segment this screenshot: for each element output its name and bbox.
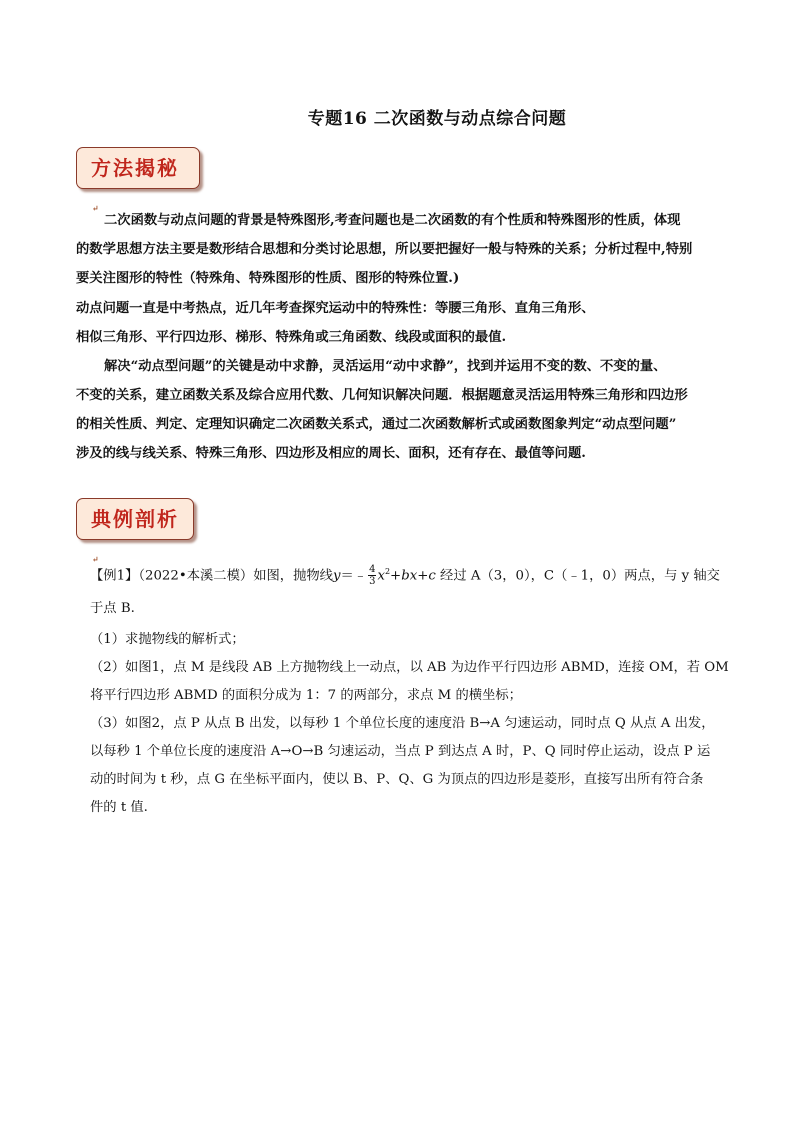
question-3-line-3: 动的时间为 t 秒，点 G 在坐标平面内，使以 B、P、Q、G 为顶点的四边形是菱形，直接写出所有符合条 bbox=[90, 772, 704, 787]
question-3-line-1: （3）如图2，点 P 从点 B 出发，以每秒 1 个单位长度的速度沿 B→A 匀速运动，同时点 Q 从点 A 出发， bbox=[90, 716, 715, 731]
page-title: 专题16 二次函数与动点综合问题 bbox=[307, 109, 567, 129]
text-line: 二次函数与动点问题的背景是特殊图形,考查问题也是二次函数的有个性质和特殊图形的性质，体现 bbox=[104, 213, 681, 228]
text-line: 涉及的线与线关系、特殊三角形、四边形及相应的周长、面积，还有存在、最值等问题. bbox=[76, 446, 586, 461]
fraction-numerator: 4 bbox=[369, 564, 376, 576]
example-stem-line-2 bbox=[90, 595, 730, 623]
equation-x: x bbox=[377, 568, 385, 584]
section-banner-method bbox=[76, 147, 200, 213]
question-3-line-2: 以每秒 1 个单位长度的速度沿 A→O→B 匀速运动，当点 P 到达点 A 时，P、Q 同时停止运动，设点 P 运 bbox=[90, 744, 711, 759]
section-banner-example bbox=[76, 498, 194, 564]
equation-equals: ＝﹣ bbox=[340, 568, 368, 584]
paragraph-mark-icon: ↵ bbox=[92, 203, 101, 213]
equation-rest: +bx+c bbox=[390, 568, 436, 584]
intro-paragraph-3 bbox=[76, 352, 726, 468]
intro-paragraph-1 bbox=[76, 206, 726, 293]
intro-paragraph-2 bbox=[76, 294, 726, 352]
text-line: 的数学思想方法主要是数形结合思想和分类讨论思想，所以要把握好一般与特殊的关系；分析过程中,特别 bbox=[76, 242, 693, 257]
stem-text-post: 经过 A（3，0），C（﹣1，0）两点，与 y 轴交 bbox=[435, 568, 720, 584]
fraction bbox=[368, 564, 376, 587]
fraction-denominator: 3 bbox=[369, 576, 376, 588]
equation-exponent: 2 bbox=[384, 567, 391, 576]
question-1: （1）求抛物线的解析式； bbox=[90, 632, 245, 647]
text-line: 于点 B. bbox=[90, 601, 135, 616]
text-line: 的相关性质、判定、定理知识确定二次函数关系式，通过二次函数解析式或函数图象判定“动点型问题” bbox=[76, 417, 677, 432]
question-2-line-1: （2）如图1，点 M 是线段 AB 上方抛物线上一动点，以 AB 为边作平行四边形 ABMD，连接 OM，若 OM bbox=[90, 660, 729, 675]
question-3-line-4: 件的 t 值. bbox=[90, 800, 148, 815]
text-line: 动点问题一直是中考热点，近几年考查探究运动中的特殊性：等腰三角形、直角三角形、 bbox=[76, 301, 595, 316]
text-line: 不变的关系，建立函数关系及综合应用代数、几何知识解决问题．根据题意灵活运用特殊三角形和四边形 bbox=[76, 388, 688, 403]
text-line: 要关注图形的特性（特殊角、特殊图形的性质、图形的特殊位置.) bbox=[76, 271, 460, 286]
example-stem bbox=[90, 558, 730, 590]
section-label: 方法揭秘 bbox=[91, 156, 179, 180]
question-2-line-2: 将平行四边形 ABMD 的面积分成为 1：7 的两部分，求点 M 的横坐标； bbox=[90, 688, 522, 703]
text-line: 相似三角形、平行四边形、梯形、特殊角或三角函数、线段或面积的最值. bbox=[76, 330, 507, 345]
example-tag: 【例1】 bbox=[90, 568, 139, 584]
paragraph-mark-icon: ↵ bbox=[92, 554, 101, 564]
text-line: 解决“动点型问题”的关键是动中求静，灵活运用“动中求静”，找到并运用不变的数、不变的量、 bbox=[104, 359, 667, 374]
example-questions bbox=[90, 626, 730, 822]
section-label: 典例剖析 bbox=[91, 507, 179, 531]
equation-y: y bbox=[332, 568, 341, 584]
example-source: （2022•本溪二模） bbox=[138, 568, 254, 584]
stem-text: 如图，抛物线 bbox=[253, 568, 333, 584]
